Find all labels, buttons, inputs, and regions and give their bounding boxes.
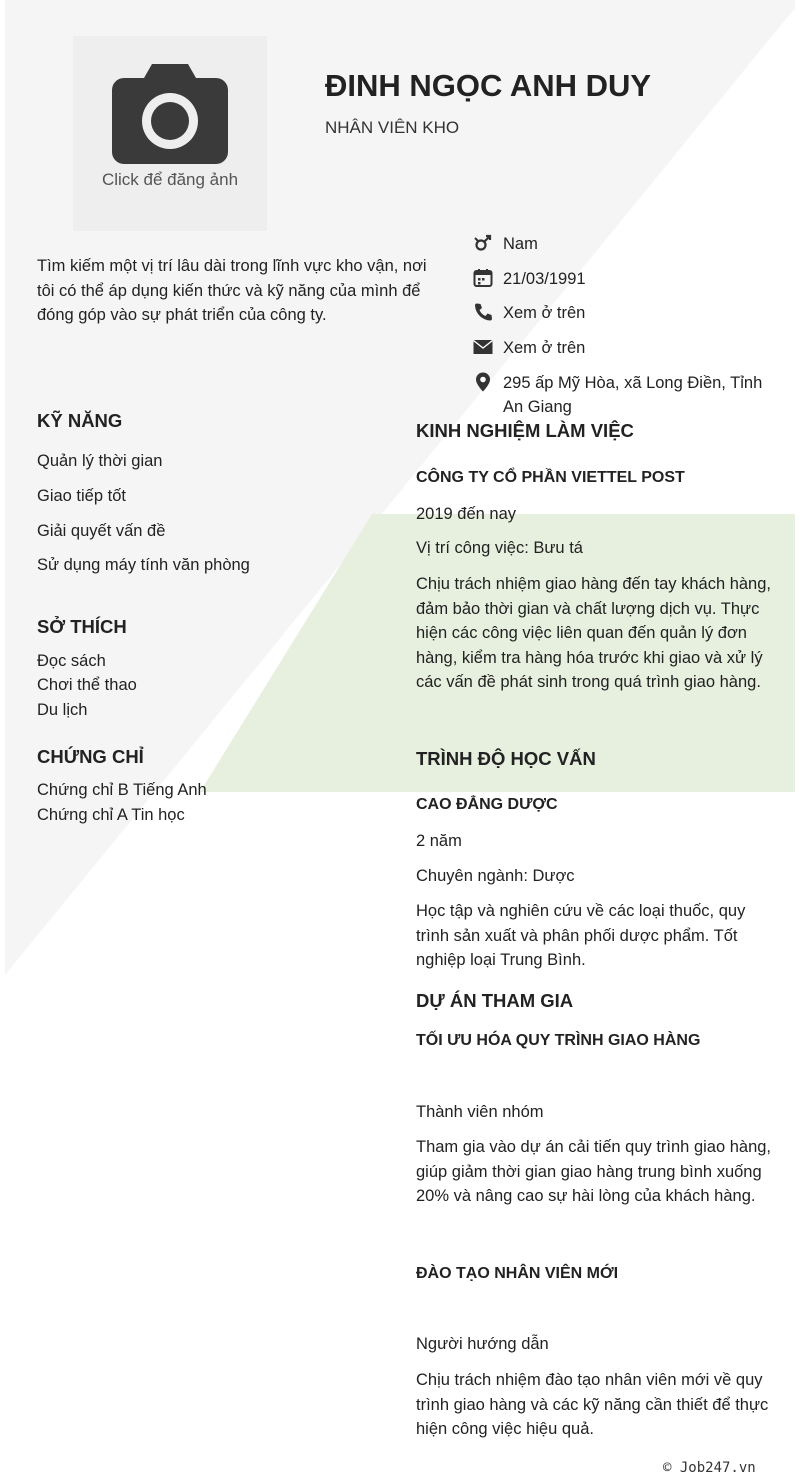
certificates-heading: CHỨNG CHỈ (37, 746, 144, 767)
certificate-item: Chứng chỉ A Tin học (37, 806, 185, 824)
study-duration: 2 năm (416, 832, 462, 850)
study-major: Chuyên ngành: Dược (416, 867, 575, 885)
hobbies-heading: SỞ THÍCH (37, 616, 127, 637)
birthday-value: 21/03/1991 (503, 270, 586, 288)
job-title: NHÂN VIÊN KHO (325, 118, 460, 137)
phone-value: Xem ở trên (503, 304, 586, 322)
hobby-item: Đọc sách (37, 652, 106, 670)
gender-row (472, 232, 538, 256)
photo-upload-label: Click để đăng ảnh (101, 170, 239, 189)
gender-value: Nam (503, 235, 538, 253)
address-row (472, 371, 772, 419)
project-role: Thành viên nhóm (416, 1103, 544, 1121)
email-value: Xem ở trên (503, 339, 586, 357)
education-heading: TRÌNH ĐỘ HỌC VẤN (416, 748, 596, 769)
project-name: ĐÀO TẠO NHÂN VIÊN MỚI (416, 1265, 619, 1282)
certificate-item: Chứng chỉ B Tiếng Anh (37, 781, 207, 799)
hobby-item: Du lịch (37, 701, 88, 719)
skill-item: Giải quyết vấn đề (37, 522, 166, 540)
work-description: Chịu trách nhiệm giao hàng đến tay khách hàng, đảm bảo thời gian và chất lượng dịch vụ. Thực hiện các công việc liên quan đến quản lý đơn hàng, kiểm tra hàng hóa trước khi giao và xử lý các vấn đề phát sinh trong quá trình giao hàng. (416, 575, 771, 692)
school-name: CAO ĐẲNG DƯỢC (416, 796, 558, 813)
camera-icon (112, 64, 228, 164)
phone-row (472, 301, 585, 325)
projects-heading: DỰ ÁN THAM GIA (416, 990, 574, 1011)
photo-upload[interactable] (73, 36, 267, 231)
project-role: Người hướng dẫn (416, 1335, 549, 1353)
work-period: 2019 đến nay (416, 505, 517, 523)
company-name: CÔNG TY CỔ PHẦN VIETTEL POST (416, 469, 685, 486)
address-value: 295 ấp Mỹ Hòa, xã Long Điền, Tỉnh An Giang (503, 374, 763, 416)
skill-item: Sử dụng máy tính văn phòng (37, 556, 250, 574)
location-pin-icon (472, 371, 494, 393)
email-row (472, 336, 585, 360)
copyright-footer: © Job247.vn (663, 1460, 756, 1476)
skills-heading: KỸ NĂNG (37, 410, 123, 431)
work-position: Vị trí công việc: Bưu tá (416, 539, 583, 557)
birthday-row (472, 267, 586, 291)
phone-icon (472, 301, 494, 323)
project-description: Chịu trách nhiệm đào tạo nhân viên mới về quy trình giao hàng và các kỹ năng cần thiết để thực hiện công việc hiệu quả. (416, 1371, 769, 1439)
hobby-item: Chơi thể thao (37, 676, 137, 694)
skill-item: Giao tiếp tốt (37, 487, 126, 505)
candidate-name: ĐINH NGỌC ANH DUY (325, 68, 652, 103)
calendar-icon (472, 267, 494, 289)
career-objective: Tìm kiếm một vị trí lâu dài trong lĩnh vực kho vận, nơi tôi có thể áp dụng kiến thức và kỹ năng của mình để đóng góp vào sự phát triển của công ty. (37, 257, 427, 324)
project-name: TỐI ƯU HÓA QUY TRÌNH GIAO HÀNG (416, 1032, 701, 1049)
mail-icon (472, 336, 494, 358)
gender-icon (472, 232, 494, 254)
project-description: Tham gia vào dự án cải tiến quy trình giao hàng, giúp giảm thời gian giao hàng trung bình xuống 20% và nâng cao sự hài lòng của khách hàng. (416, 1138, 772, 1206)
education-description: Học tập và nghiên cứu về các loại thuốc, quy trình sản xuất và phân phối dược phẩm. Tốt nghiệp loại Trung Bình. (416, 902, 746, 970)
skill-item: Quản lý thời gian (37, 452, 163, 470)
experience-heading: KINH NGHIỆM LÀM VIỆC (416, 420, 634, 441)
